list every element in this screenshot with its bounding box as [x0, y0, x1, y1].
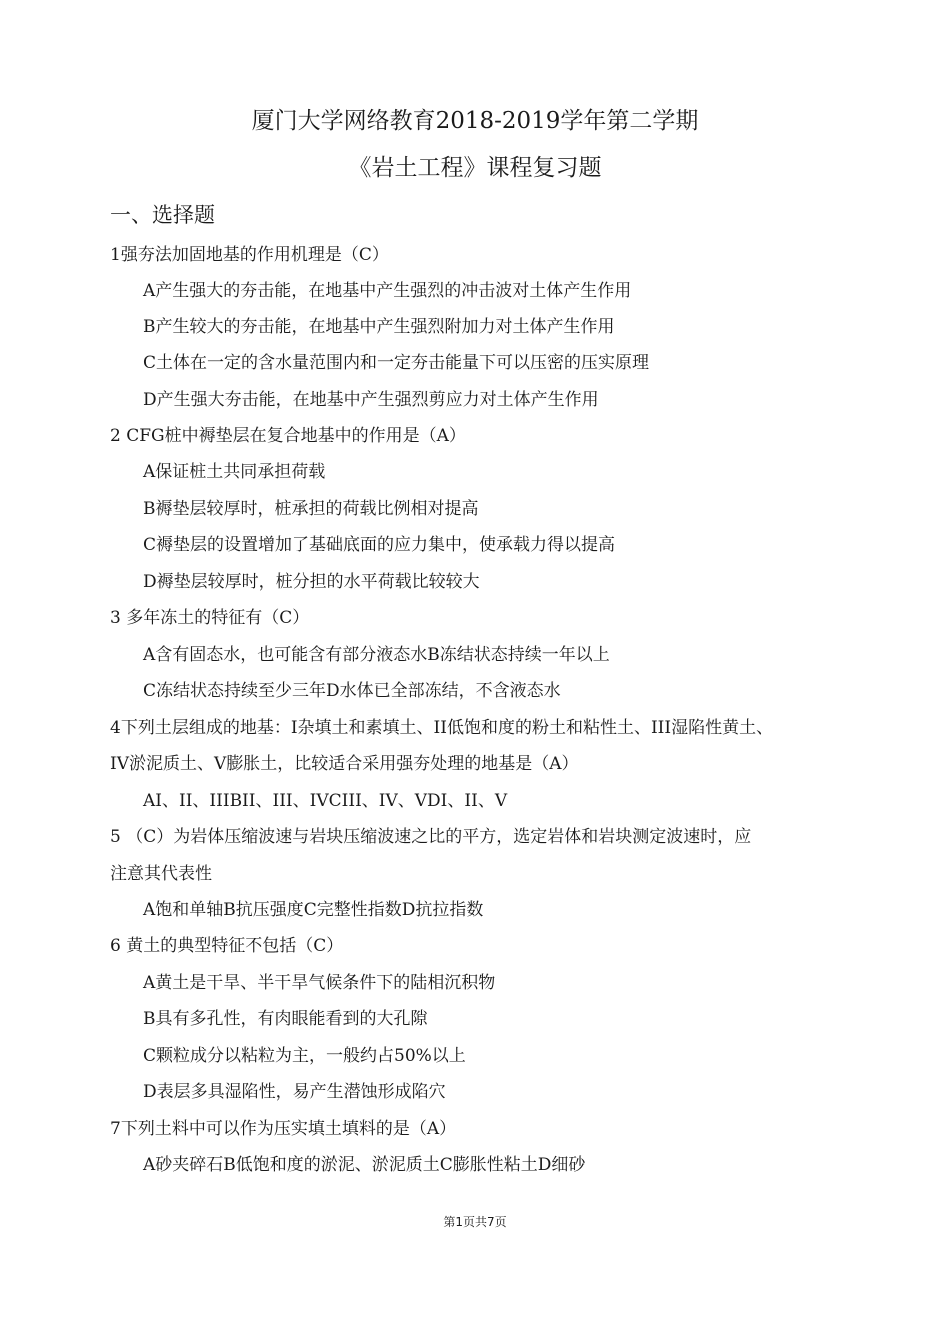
question-2-stem: 2 CFG桩中褥垫层在复合地基中的作用是（A） — [110, 426, 466, 446]
course-title: 《岩土工程》课程复习题 — [348, 155, 602, 181]
question-6-stem: 6 黄土的典型特征不包括（C） — [110, 936, 344, 956]
question-6-option-d: D表层多具湿陷性，易产生潜蚀形成陷穴 — [143, 1082, 446, 1102]
question-1-option-a: A产生强大的夯击能，在地基中产生强烈的冲击波对土体产生作用 — [143, 281, 632, 301]
question-5-options: A饱和单轴B抗压强度C完整性指数D抗拉指数 — [143, 900, 484, 920]
question-7-stem: 7下列土料中可以作为压实填土填料的是（A） — [110, 1119, 457, 1139]
question-2-option-d: D褥垫层较厚时，桩分担的水平荷载比较较大 — [143, 572, 480, 592]
question-6-option-a: A黄土是干旱、半干旱气候条件下的陆相沉积物 — [143, 973, 496, 993]
question-6-option-b: B具有多孔性，有肉眼能看到的大孔隙 — [143, 1009, 428, 1029]
question-5-stem: 5 （C）为岩体压缩波速与岩块压缩波速之比的平方，选定岩体和岩块测定波速时，应 — [110, 827, 752, 847]
question-3-options-ab: A含有固态水，也可能含有部分液态水B冻结状态持续一年以上 — [143, 645, 610, 665]
page-number: 第1页共7页 — [443, 1215, 507, 1229]
question-4-stem-continued: IV淤泥质土、V膨胀土，比较适合采用强夯处理的地基是（A） — [110, 754, 579, 774]
question-1-option-b: B产生较大的夯击能，在地基中产生强烈附加力对土体产生作用 — [143, 317, 615, 337]
question-1-stem: 1强夯法加固地基的作用机理是（C） — [110, 245, 389, 265]
question-2-option-c: C褥垫层的设置增加了基础底面的应力集中，使承载力得以提高 — [143, 535, 616, 555]
question-4-stem: 4下列土层组成的地基：I杂填土和素填土、II低饱和度的粉土和粘性土、III湿陷性黄土、 — [110, 718, 774, 738]
question-2-option-b: B褥垫层较厚时，桩承担的荷载比例相对提高 — [143, 499, 479, 519]
question-5-stem-continued: 注意其代表性 — [110, 864, 212, 884]
question-4-options: AI、II、IIIBII、III、IVCIII、IV、VDI、II、V — [143, 791, 508, 811]
question-1-option-d: D产生强大夯击能，在地基中产生强烈剪应力对土体产生作用 — [143, 390, 599, 410]
question-7-options: A砂夹碎石B低饱和度的淤泥、淤泥质土C膨胀性粘土D细砂 — [143, 1155, 586, 1175]
section-heading: 一、选择题 — [110, 203, 215, 227]
question-3-options-cd: C冻结状态持续至少三年D水体已全部冻结，不含液态水 — [143, 681, 561, 701]
question-2-option-a: A保证桩土共同承担荷载 — [143, 462, 326, 482]
document-title: 厦门大学网络教育2018-2019学年第二学期 — [251, 108, 699, 134]
question-6-option-c: C颗粒成分以粘粒为主，一般约占50%以上 — [143, 1046, 466, 1066]
question-1-option-c: C土体在一定的含水量范围内和一定夯击能量下可以压密的压实原理 — [143, 353, 650, 373]
question-3-stem: 3 多年冻土的特征有（C） — [110, 608, 310, 628]
